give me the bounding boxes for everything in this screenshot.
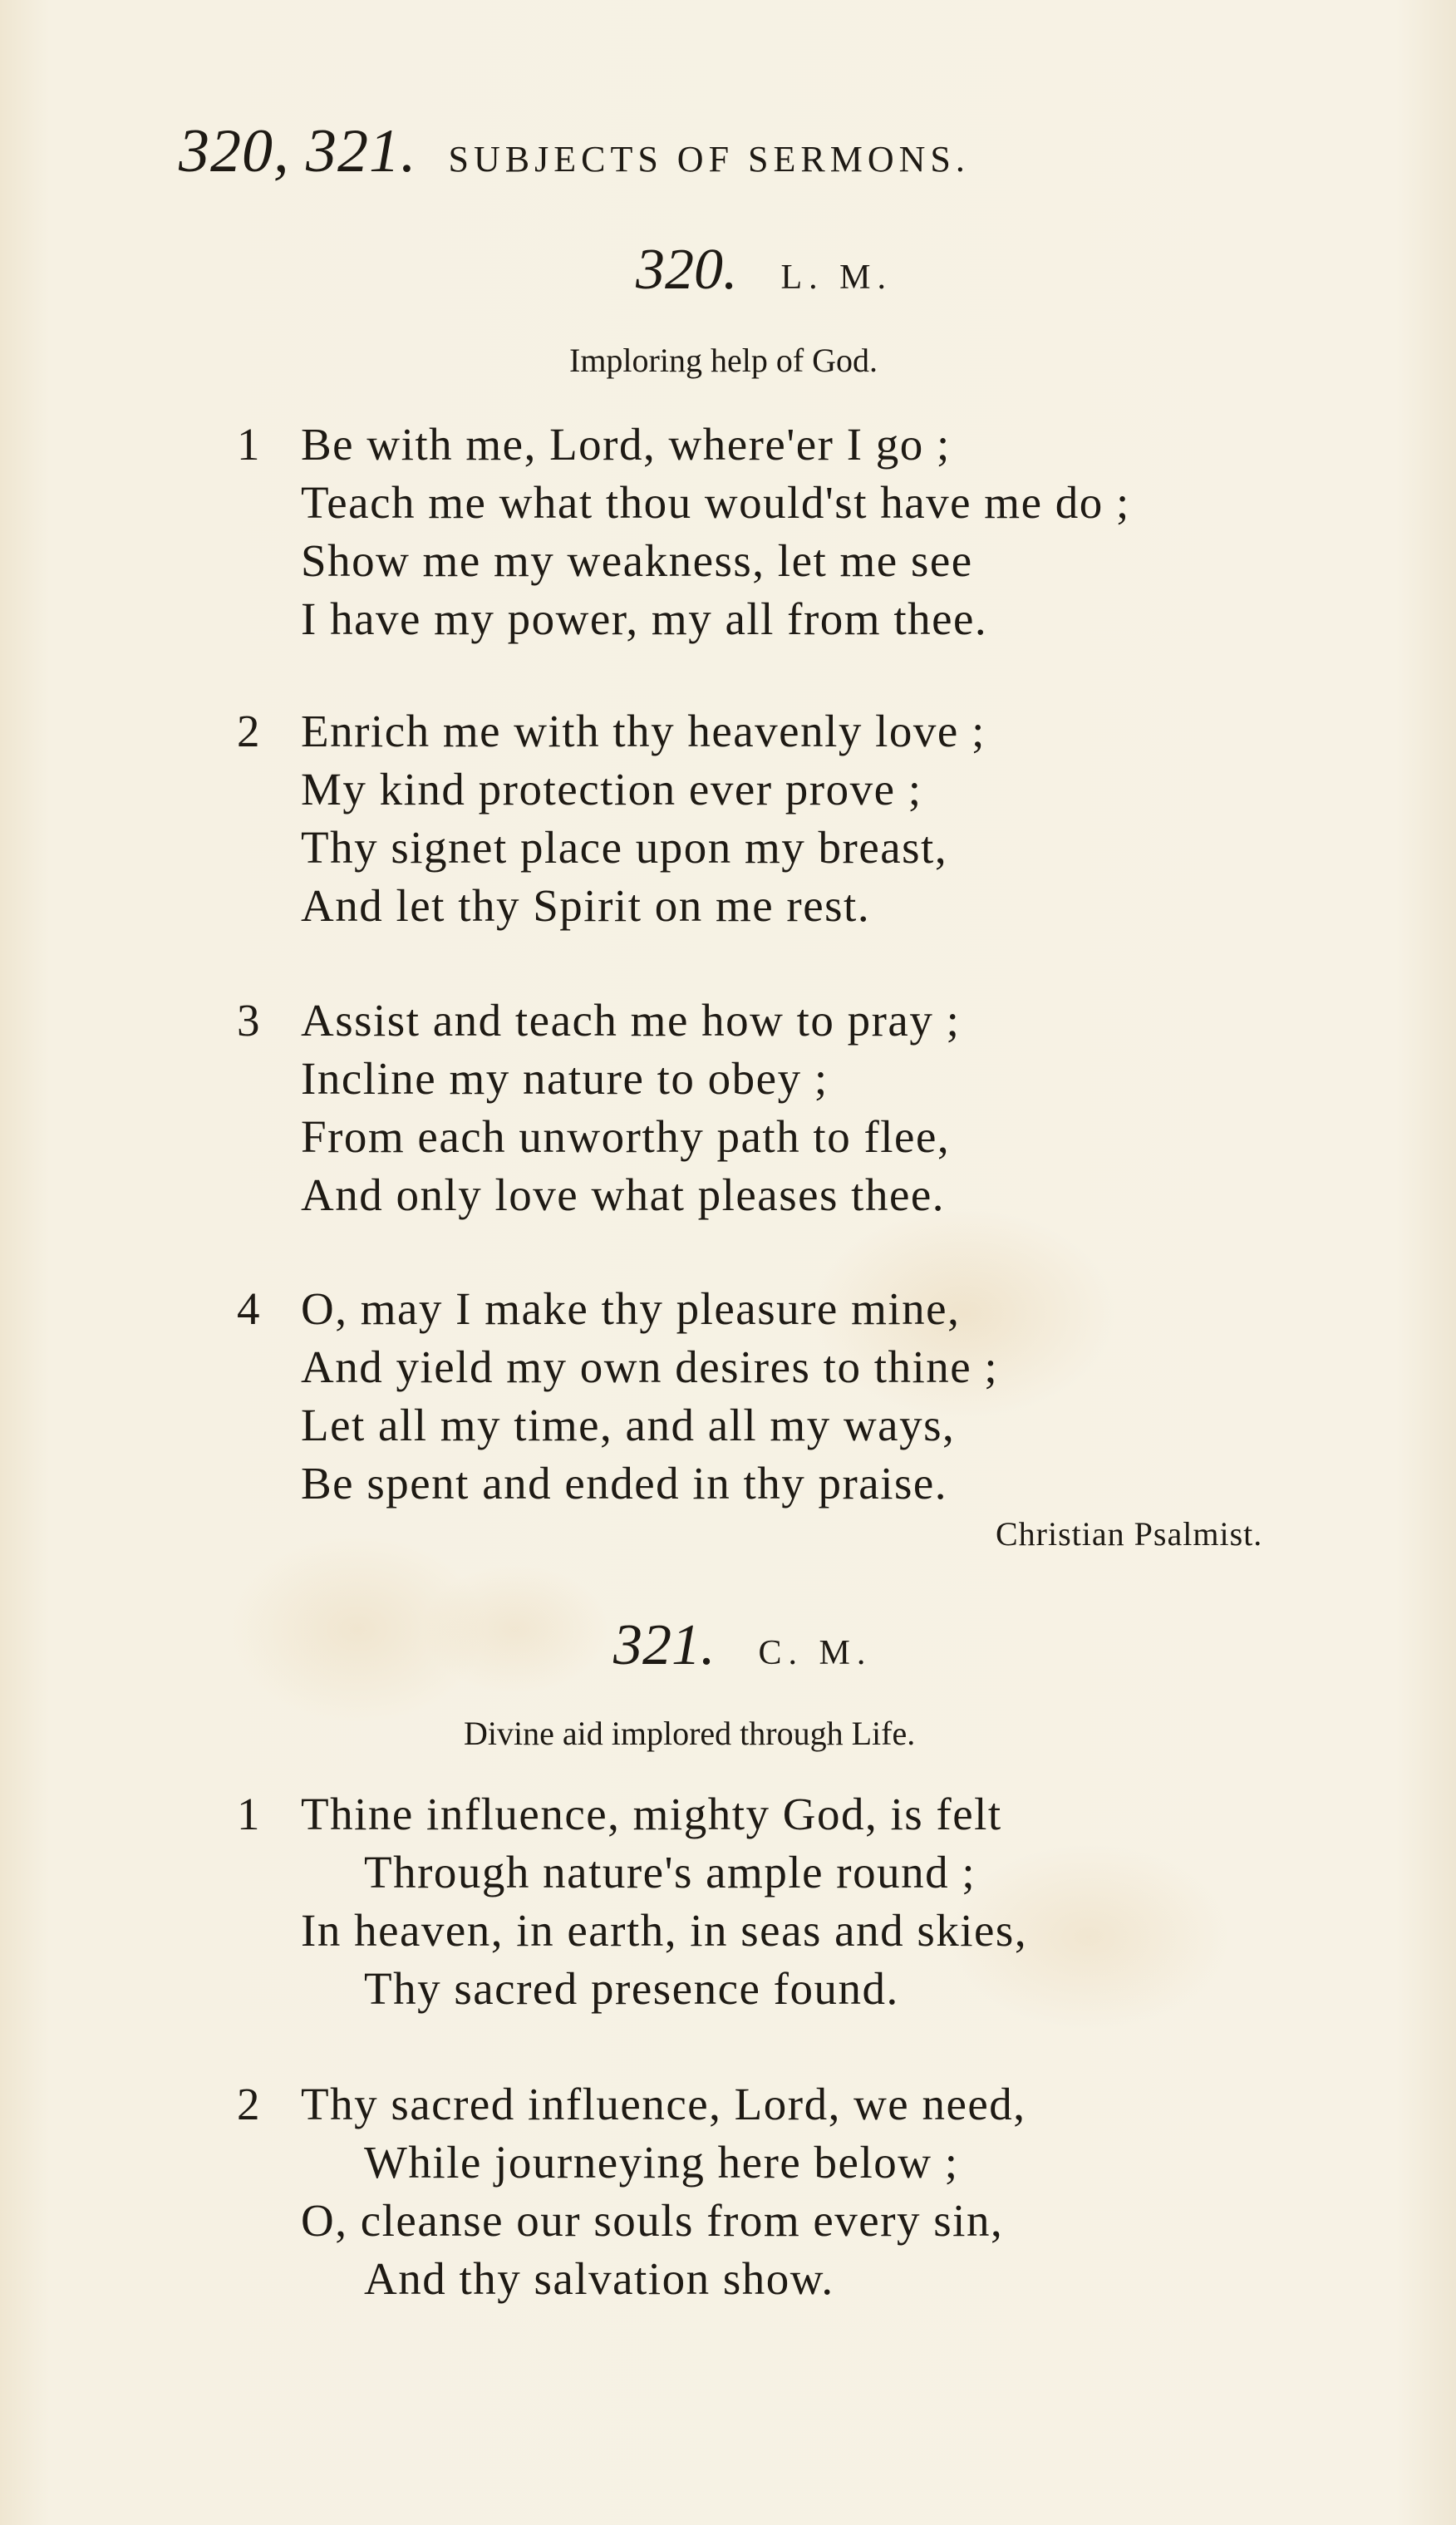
- hymn-meter: C. M.: [758, 1634, 873, 1672]
- verse-line: My kind protection ever prove ;: [301, 764, 922, 815]
- verse-line: From each unworthy path to flee,: [301, 1111, 951, 1162]
- verse-line: Assist and teach me how to pray ;: [301, 995, 961, 1046]
- verse-line: O, cleanse our souls from every sin,: [301, 2195, 1004, 2246]
- stanza-number: 3: [237, 995, 260, 1046]
- stanza-number: 2: [237, 2079, 260, 2129]
- hymn-321-subtitle: Divine aid implored through Life.: [464, 1715, 916, 1752]
- verse-line: Be with me, Lord, where'er I go ;: [301, 419, 951, 470]
- verse-line: Thy sacred influence, Lord, we need,: [301, 2079, 1026, 2129]
- hymn-320-subtitle: Imploring help of God.: [569, 342, 878, 379]
- verse-line: And only love what pleases thee.: [301, 1169, 946, 1220]
- verse-line: O, may I make thy pleasure mine,: [301, 1283, 961, 1334]
- hymn-number: 321.: [613, 1613, 716, 1677]
- hymn-number: 320.: [636, 238, 738, 302]
- verse-line: And thy salvation show.: [364, 2253, 834, 2304]
- verse-line: And let thy Spirit on me rest.: [301, 880, 871, 931]
- verse-line: Thy sacred presence found.: [364, 1963, 899, 2014]
- stanza-number: 1: [237, 1789, 260, 1839]
- running-title: SUBJECTS OF SERMONS.: [448, 139, 970, 180]
- verse-line: Through nature's ample round ;: [364, 1847, 976, 1897]
- verse-line: Be spent and ended in thy praise.: [301, 1458, 948, 1509]
- verse-line: I have my power, my all from thee.: [301, 593, 988, 644]
- verse-line: Incline my nature to obey ;: [301, 1053, 829, 1104]
- verse-line: While journeying here below ;: [364, 2137, 959, 2188]
- verse-line: Enrich me with thy heavenly love ;: [301, 706, 986, 756]
- page-header: [179, 116, 970, 191]
- verse-line: And yield my own desires to thine ;: [301, 1341, 999, 1392]
- stanza-number: 1: [237, 419, 260, 470]
- verse-line: Let all my time, and all my ways,: [301, 1400, 956, 1450]
- hymn-320-attribution: Christian Psalmist.: [996, 1515, 1263, 1553]
- hymn-320-heading: [636, 237, 893, 303]
- hymn-321-heading: [613, 1612, 872, 1679]
- hymn-meter: L. M.: [780, 258, 893, 297]
- page-numbers: 320, 321.: [179, 117, 417, 185]
- verse-line: Thine influence, mighty God, is felt: [301, 1789, 1002, 1839]
- verse-line: Show me my weakness, let me see: [301, 535, 973, 586]
- stanza-number: 2: [237, 706, 260, 756]
- stanza-number: 4: [237, 1283, 260, 1334]
- verse-line: Teach me what thou would'st have me do ;: [301, 477, 1130, 528]
- verse-line: In heaven, in earth, in seas and skies,: [301, 1905, 1028, 1956]
- verse-line: Thy signet place upon my breast,: [301, 822, 948, 873]
